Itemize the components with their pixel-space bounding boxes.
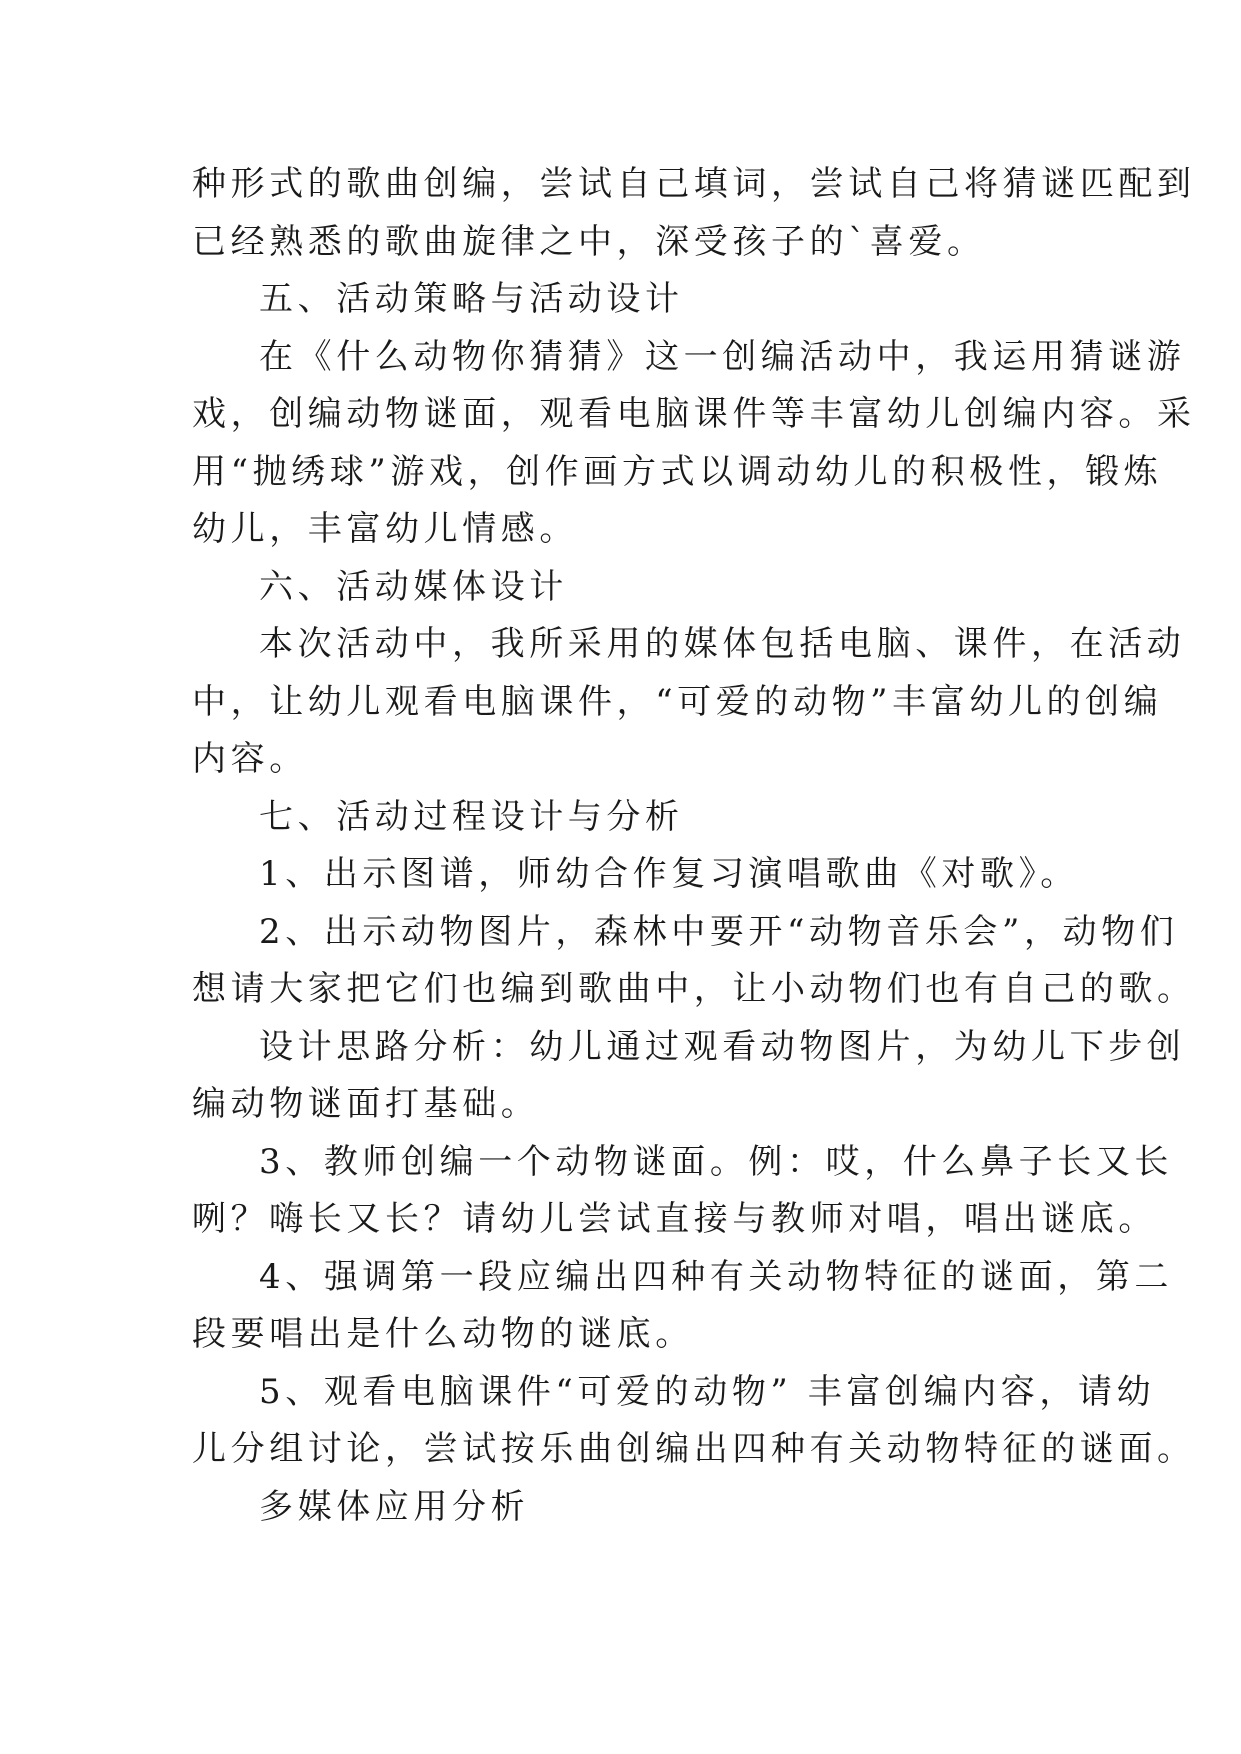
section-heading: 五、活动策略与活动设计 (259, 279, 684, 319)
section-heading: 七、活动过程设计与分析 (259, 796, 684, 837)
text-line: 种形式的歌曲创编，尝试自己填词，尝试自己将猜谜匹配到 (192, 164, 1196, 204)
text-line: 幼儿，丰富幼儿情感。 (192, 509, 578, 549)
text-line: 用“抛绣球”游戏，创作画方式以调动幼儿的积极性，锻炼 (192, 451, 1163, 492)
text-line: 儿分组讨论，尝试按乐曲创编出四种有关动物特征的谜面。 (192, 1429, 1196, 1469)
list-item: 4、强调第一段应编出四种有关动物特征的谜面，第二 (259, 1256, 1174, 1297)
text-line: 咧？嗨长又长？请幼儿尝试直接与教师对唱，唱出谜底。 (192, 1199, 1157, 1239)
list-item: 2、出示动物图片，森林中要开“动物音乐会”，动物们 (259, 911, 1179, 952)
section-heading: 多媒体应用分析 (259, 1486, 530, 1527)
text-line: 中，让幼儿观看电脑课件，“可爱的动物”丰富幼儿的创编 (192, 681, 1163, 722)
text-line: 戏，创编动物谜面，观看电脑课件等丰富幼儿创编内容。采 (192, 394, 1196, 434)
text-line: 本次活动中，我所采用的媒体包括电脑、课件，在活动 (259, 624, 1186, 664)
list-item: 5、观看电脑课件“可爱的动物” 丰富创编内容，请幼 (259, 1371, 1156, 1412)
text-line: 设计思路分析：幼儿通过观看动物图片，为幼儿下步创 (259, 1026, 1186, 1067)
text-line: 想请大家把它们也编到歌曲中，让小动物们也有自己的歌。 (192, 969, 1196, 1009)
text-line: 已经熟悉的歌曲旋律之中，深受孩子的`喜爱。 (192, 221, 986, 262)
document-body (192, 156, 1196, 1536)
text-line: 编动物谜面打基础。 (192, 1084, 540, 1124)
text-line: 内容。 (192, 739, 308, 779)
section-heading: 六、活动媒体设计 (259, 566, 568, 607)
text-line: 在《什么动物你猜猜》这一创编活动中，我运用猜谜游 (259, 336, 1186, 377)
list-item: 3、教师创编一个动物谜面。例：哎，什么鼻子长又长 (259, 1141, 1174, 1182)
text-line: 段要唱出是什么动物的谜底。 (192, 1314, 694, 1354)
list-item: 1、出示图谱，师幼合作复习演唱歌曲《对歌》。 (259, 854, 1079, 894)
